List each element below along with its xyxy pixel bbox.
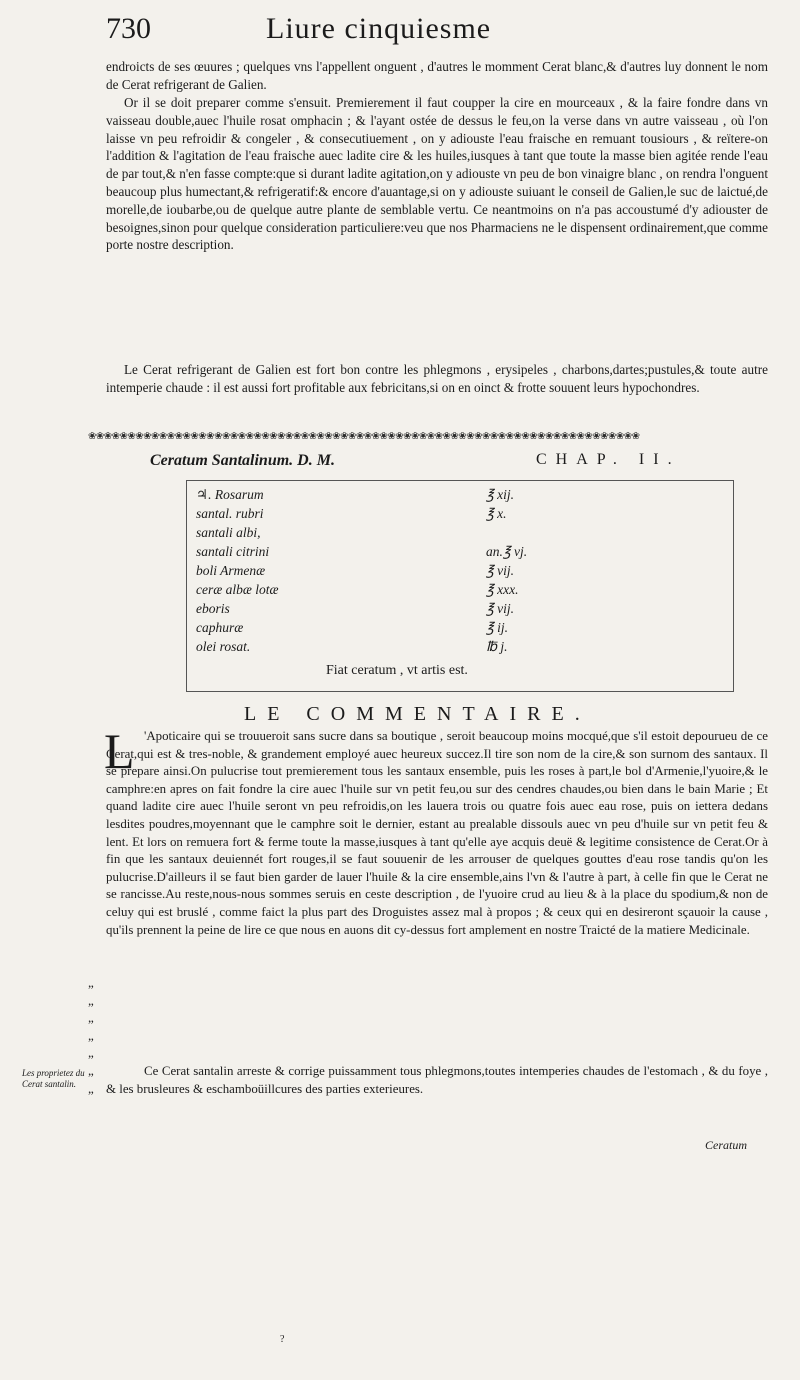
ingredient-row: [196, 601, 696, 621]
quote-mark: „: [88, 1045, 94, 1061]
quote-mark: „: [88, 1027, 94, 1043]
ornament-band: ❀❀❀❀❀❀❀❀❀❀❀❀❀❀❀❀❀❀❀❀❀❀❀❀❀❀❀❀❀❀❀❀❀❀❀❀❀❀❀❀❀❀❀❀❀❀❀❀❀❀❀❀❀❀❀❀❀❀❀❀❀❀❀❀❀❀❀❀❀❀: [88, 432, 640, 442]
body-paragraph-2: Or il se doit preparer comme s'ensuit. Premierement il faut coupper la cire en mourceaux , & la faire fondre dans vn vaisseau double,auec l'huile rosat omphacin ; & l'ayant ostée de dessus le feu,on la verse dans vn autre vaisseau , où l'on laisse vn peu refroidir & congeler , & consecutiuement , on y adiouste l'eau fraische en remuant tousiours , & reïtere-on l'addition & l'agitation de l'eau fraische auec ladite cire & les huiles,iusques à tant que toute la masse bien agitée rende l'eau de par tout,& n'en fasse compte:que si durant ladite agitation,on y adiouste vn peu de bon vinaigre blanc , on rendra l'onguent beaucoup plus humectant,& refrigeratif:& encore d'auantage,si on y adiouste suiuant le conseil de Galien,le suc de laictué,de morelle,de ioubarbe,ou de quelque autre plante de semblable vertu. Ce neantmoins on n'a pas accoustumé d'y adiouster de besoignes,sinon pour quelque consideration particuliere:veu que nos Pharmaciens ne le dispensent ordinairement,que comme porte nostre description.: [106, 95, 768, 253]
page-number: 730: [106, 12, 151, 45]
ingredient-name: olei rosat.: [196, 639, 251, 654]
ingredient-quantity: ℔ j.: [486, 639, 508, 654]
ingredient-name: santal. rubri: [196, 506, 264, 521]
ingredient-name: santali citrini: [196, 544, 270, 559]
ingredient-quantity: ℥ ij.: [486, 620, 509, 635]
running-title: Liure cinquiesme: [266, 12, 492, 45]
recipe-title: Ceratum Santalinum. D. M.: [150, 452, 335, 469]
recipe-box: [186, 480, 734, 692]
closing-paragraph: Ce Cerat santalin arreste & corrige puissamment tous phlegmons,toutes intemperies chaudes de l'estomach , & du foye , & les brusleures & eschamboüillcures des parties exterieures.: [106, 1064, 768, 1096]
signature-mark: ?: [280, 1334, 285, 1345]
recipe-box-right-rule: [733, 481, 734, 691]
ingredient-quantity: ℥ vij.: [486, 601, 515, 616]
ingredient-quantity: ℥ xxx.: [486, 582, 519, 597]
page-header: [106, 12, 746, 54]
ingredient-name: boli Armenæ: [196, 563, 266, 578]
drop-capital: L: [104, 723, 135, 779]
ingredient-row: [196, 544, 696, 564]
recipe-box-left-rule: [186, 481, 187, 691]
ingredient-row: [196, 563, 696, 583]
ingredient-row: [196, 525, 696, 545]
catchword: Ceratum: [705, 1138, 747, 1152]
quote-mark: „: [88, 1010, 94, 1026]
ingredient-row: [196, 620, 696, 640]
quote-mark: „: [88, 1080, 94, 1096]
ingredient-row: [196, 582, 696, 602]
ingredient-quantity: ℥ vij.: [486, 563, 515, 578]
quote-mark: „: [88, 992, 94, 1008]
ingredient-quantity: an.℥ vj.: [486, 544, 528, 559]
ingredient-row: [196, 487, 696, 507]
quote-mark: „: [88, 1062, 94, 1078]
ingredient-quantity: ℥ x.: [486, 506, 507, 521]
chapter-label: CHAP. II.: [536, 451, 681, 468]
body-paragraph-3: Le Cerat refrigerant de Galien est fort bon contre les phlegmons , erysipeles , charbons,dartes;pustules,& toute autre intemperie chaude : il est aussi fort profitable aux febricitans,si on en oinct & frotte souuent leurs hypochondres.: [106, 362, 768, 395]
ingredient-name: caphuræ: [196, 620, 244, 635]
ingredient-name: eboris: [196, 601, 230, 616]
ingredient-row: [196, 639, 696, 659]
quote-mark: „: [88, 975, 94, 990]
ingredient-name: ♃. Rosarum: [196, 487, 264, 502]
margin-note: Les proprietez du Cerat santalin.: [22, 1068, 85, 1089]
ingredient-quantity: ℥ xij.: [486, 487, 515, 502]
ingredient-name: santali albi,: [196, 525, 261, 540]
body-paragraph-1: endroicts de ses œuures ; quelques vns l'appellent onguent , d'autres le momment Cerat blanc,& d'autres luy donnent le nom de Cerat refrigerant de Galien.: [106, 59, 768, 92]
commentary-paragraph: 'Apoticaire qui se trouueroit sans sucre dans sa boutique , seroit beaucoup moins mocqué,que s'il estoit depourueu de ce Cerat,qui est & tres-noble, & grandement employé auec heureux succez.Il tire son nom de la cire,& son surnom des santaux. Il se prepare ainsi.On pulucrise tout premierement tous les santaux ensemble, puis les roses à part,le bol d'Armenie,l'yuoire,& le camphre:en apres on fait fondre la cire auec l'huile sur vn petit feu,ou sur des cendres chaudes,ou bien dans le bain Marie ; Et quand ladite cire auec l'huile seront vn peu refroidis,on les lauera trois ou quatre fois auec eau rose, puis on iettera dedans lesdites poudres,moyennant que le camphre soit le dernier, estant au prealable dissouls auec vn peu d'huile sur vn petit feu & lent. Et lors on remuera fort & ferme toute la masse,iusques à tant qu'elle aye acquis deuë & legitime consistence de Cerat.Or à fin que les santaux deuiennét fort rouges,il se faut souuenir de les arrouser de quelques gouttes d'eau rose tandis qu'on les pulucrise.D'ailleurs il se faut bien garder de lauer l'huile & la cire ensemble,ains l'vn & l'autre à part, à celle fin que le Cerat ne se rancisse.Au reste,nous-nous sommes seruis en ceste description , de l'yuoire crud au lieu & à la place du spodium,& non de celuy qui est bruslé , comme faict la plus part des Droguistes assez mal à propos ; & ceux qui en desireront sçauoir la cause , qu'ils prennent la peine de lire ce que nous en auons dit cy-dessus fort amplement en nostre Traicté de la matiere Medicinale.: [106, 729, 768, 937]
ingredient-row: [196, 506, 696, 526]
recipe-note: Fiat ceratum , vt artis est.: [326, 663, 468, 678]
commentary-title: LE COMMENTAIRE.: [244, 703, 591, 725]
ingredient-name: ceræ albæ lotæ: [196, 582, 279, 597]
